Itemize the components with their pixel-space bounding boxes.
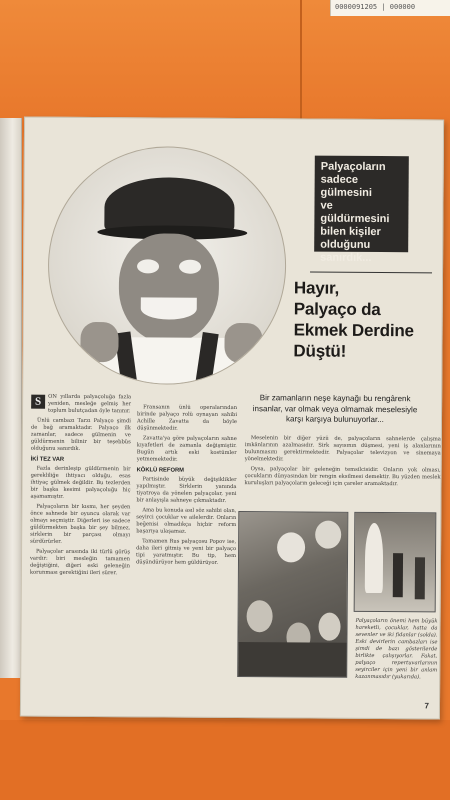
clown-head-shape [315, 521, 341, 549]
teaser-line: sanırdık... [320, 251, 372, 264]
teaser-line: ve güldürmesini [320, 199, 390, 226]
paragraph: Partisinde büyük değişiklikler yapılmıştır. Sirklerin yanında tiyatroya da yönelen palyaçolar, yeni bir anlayışla sahneye çıkmaktadır. [136, 476, 237, 504]
child-head-shape [247, 600, 273, 632]
clown-head-shape [277, 532, 305, 562]
teaser-line: bilen kişiler [320, 225, 381, 239]
eye-right-shape [179, 260, 201, 274]
magazine-page [20, 117, 444, 720]
background-bottom [0, 720, 450, 800]
mouth-shape [141, 297, 197, 319]
article-column-1 [29, 394, 131, 707]
page-number: 7 [424, 701, 430, 711]
adjacent-page-edge [0, 118, 22, 678]
paragraph: Palyaçolar arasında iki türlü görüş vardır: biri mesleğin tamamen değiştiğini, diğeri eski geleneğin korunması gerektiğini ileri sürer. [29, 548, 131, 577]
wall-seam [300, 0, 302, 120]
headline-rule [310, 272, 432, 274]
drop-cap: S [31, 395, 45, 409]
headline-line: Palyaço da [293, 299, 381, 320]
performer-figure-shape [393, 553, 403, 597]
teaser-line: Palyaçoların [320, 160, 386, 174]
eye-left-shape [137, 259, 159, 273]
clown-portrait-photo [47, 146, 287, 386]
article-column-3 [244, 435, 440, 506]
performer-figure-shape [415, 557, 425, 599]
headline [293, 277, 434, 362]
hand-right-shape [224, 323, 262, 363]
photo-shadow-shape [238, 642, 348, 678]
photo-caption: Palyaçoların önemi hem büyük hareketli, çocuklar, hatta da sevenler ve iki fidanlar (solda). Eski devirlerin cambazları ise şimdi de bazı gösterilerde birlikte çalışıyorlar. Fakat, palyaço repertuvarlarının seyirciler için yeni bir anlam kazanmasıdır (yukarıda). [355, 617, 438, 681]
paragraph: Ama bu konuda asıl söz sahibi olan, seyirci çocuklar ve ailelerdir. Onların beğenisi olmadıkça hiçbir reform başarıya ulaşamaz. [136, 507, 237, 535]
teaser-line: olduğunu [320, 238, 371, 251]
teaser-line: sadece gülmesini [320, 173, 372, 199]
paragraph: Zavatta'ya göre palyaçoların sahne kıyafetleri de zamanla değişmiştir. Bugün artık eski kostümler yetmemektedir. [136, 435, 237, 463]
paragraph: Ünlü cambazı Tarzı Palyaço şimdi de bağ aramaktadır. Palyaço ilk zamanlar, sadece gülmenin ve güldürmenin bilinir bir teşebbüs olduğunu sanırdık. [30, 417, 131, 452]
paragraph: Palyaçoların bir kısmı, her şeyden önce sahnede bir oyuncu olarak var olmayı seçmiştir. Diğerleri ise sadece güldürmekten başka bir şey bilmez, sirklerin bir parçası olmayı sürdürürler. [30, 503, 131, 545]
background-top [0, 0, 450, 120]
headline-line: Ekmek Derdine [293, 320, 414, 341]
teaser-box [314, 156, 409, 264]
headline-line: Düştü! [293, 341, 347, 361]
headline-line: Hayır, [293, 278, 340, 298]
barcode-sticker: 0000091205 | 000000 [330, 0, 450, 16]
stage-rocket-photo [354, 512, 437, 613]
child-head-shape [318, 613, 340, 641]
hand-left-shape [80, 322, 118, 362]
paragraph: Tamamen Rus palyaçosu Popov ise, daha ileri gitmiş ve yeni bir palyaço tipi yaratmıştır. Bu tip, hem düşündürüyor hem güldürüyor. [135, 538, 237, 566]
face-shape [119, 233, 220, 344]
paragraph: Oysa, palyaçolar bir geleneğin temsilcisidir. Onların yok olması, çocukların dünyasından bir rengin eksilmesi demektir. Bu yüzden meslek kuruluşları palyaçoların geleceği için çareler aramaktadır. [244, 466, 441, 488]
section-heading: KÖKLÜ REFORM [136, 467, 184, 474]
paragraph: ON yıllarda palyaçoluğa fazla yeniden, mesleğe gelmiş her toplum bulutçadan öyle tanınır. [48, 393, 132, 415]
subheadline: Bir zamanların neşe kaynağı bu rengârenk insanlar, var olmak veya olmamak meselesiyle karşı karşıya bulunuyorlar... [252, 393, 418, 425]
paragraph: Fransanın ünlü operalarından birinde palyaço rolü oynayan sahibi Achille Zavatta da böyle düşünmektedir. [136, 404, 238, 432]
section-heading: İKİ TEZ VAR [30, 456, 65, 463]
rocket-prop-shape [365, 523, 383, 593]
paragraph: Fazla derinleşip güldürmenin bir gerekliliğe ihtiyacı olduğu, esas ihtiyaç gülmek değildir. Bu tezlerden bir başka kesimi palyaçoluğu hiç aşamamıştır. [30, 465, 131, 500]
article-column-2 [135, 404, 237, 707]
paragraph: Meselenin bir diğer yüzü de, palyaçoların sahnelerde çalışma imkânlarının azalmasıdır. Sirk sayısının düşmesi, yeni iş alanlarının bulunmasını gerektirmektedir. Palyaçolar televizyon ve sinemaya yönelmektedir. [244, 435, 441, 463]
children-clowns-photo [237, 511, 348, 678]
